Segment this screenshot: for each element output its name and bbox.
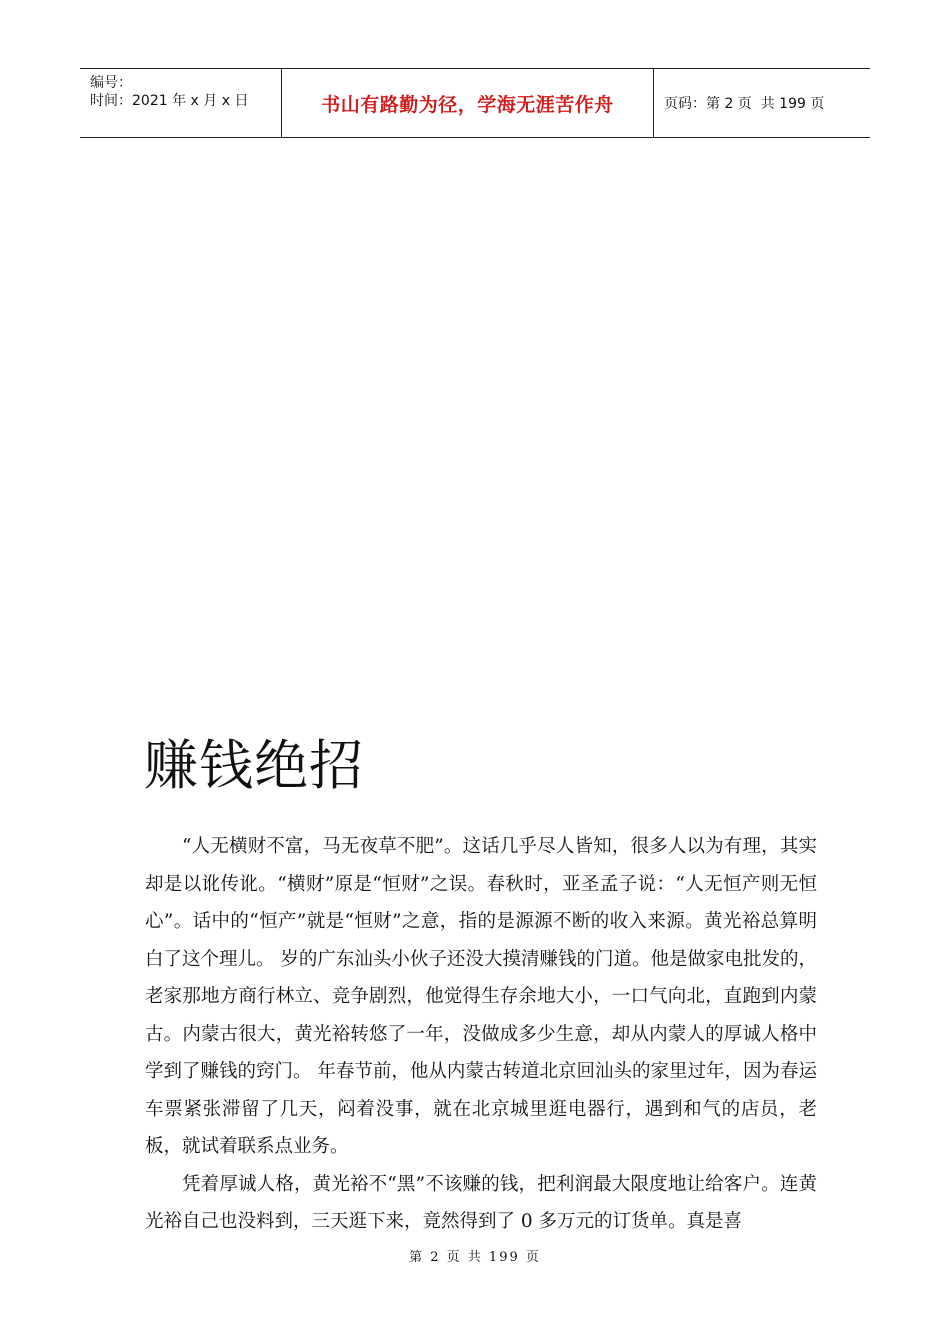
document-number-label: 编号：: [90, 75, 132, 91]
header-motto-cell: [282, 69, 654, 137]
paragraph: 凭着厚诚人格，黄光裕不“黑”不该赚的钱，把利润最大限度地让给客户。连黄光裕自己也没料到，三天逛下来，竟然得到了 0 多万元的订货单。真是喜: [145, 1173, 817, 1232]
document-header: [80, 68, 870, 138]
header-meta-cell: [80, 69, 282, 137]
article-body: [145, 828, 817, 1241]
paragraph: “人无横财不富，马无夜草不肥”。这话几乎尽人皆知，很多人以为有理，其实却是以讹传讹。“横财”原是“恒财”之误。春秋时，亚圣孟子说：“人无恒产则无恒心”。话中的“恒产”就是“恒财”之意，指的是源源不断的收入来源。黄光裕总算明白了这个理儿。 岁的广东汕头小伙子还没大摸清赚钱的门道。他是做家电批发的，老家那地方商行林立、竞争剧烈，他觉得生存余地大小，一口气向北，直跑到内蒙古。内蒙古很大，黄光裕转悠了一年，没做成多少生意，却从内蒙人的厚诚人格中学到了赚钱的窍门。 年春节前，他从内蒙古转道北京回汕头的家里过年，因为春运车票紧张滞留了几天，闷着没事，就在北京城里逛电器行，遇到和气的店员，老板，就试着联系点业务。: [145, 836, 817, 1157]
page-info: 页码：第 2 页 共 199 页: [664, 96, 825, 112]
header-page-cell: [654, 69, 870, 137]
article-title: 赚钱绝招: [144, 734, 364, 797]
document-time-label: 时间：2021 年 x 月 x 日: [90, 93, 249, 109]
page-footer: 第 2 页 共 199 页: [409, 1250, 541, 1265]
motto-text: 书山有路勤为径，学海无涯苦作舟: [321, 93, 614, 116]
